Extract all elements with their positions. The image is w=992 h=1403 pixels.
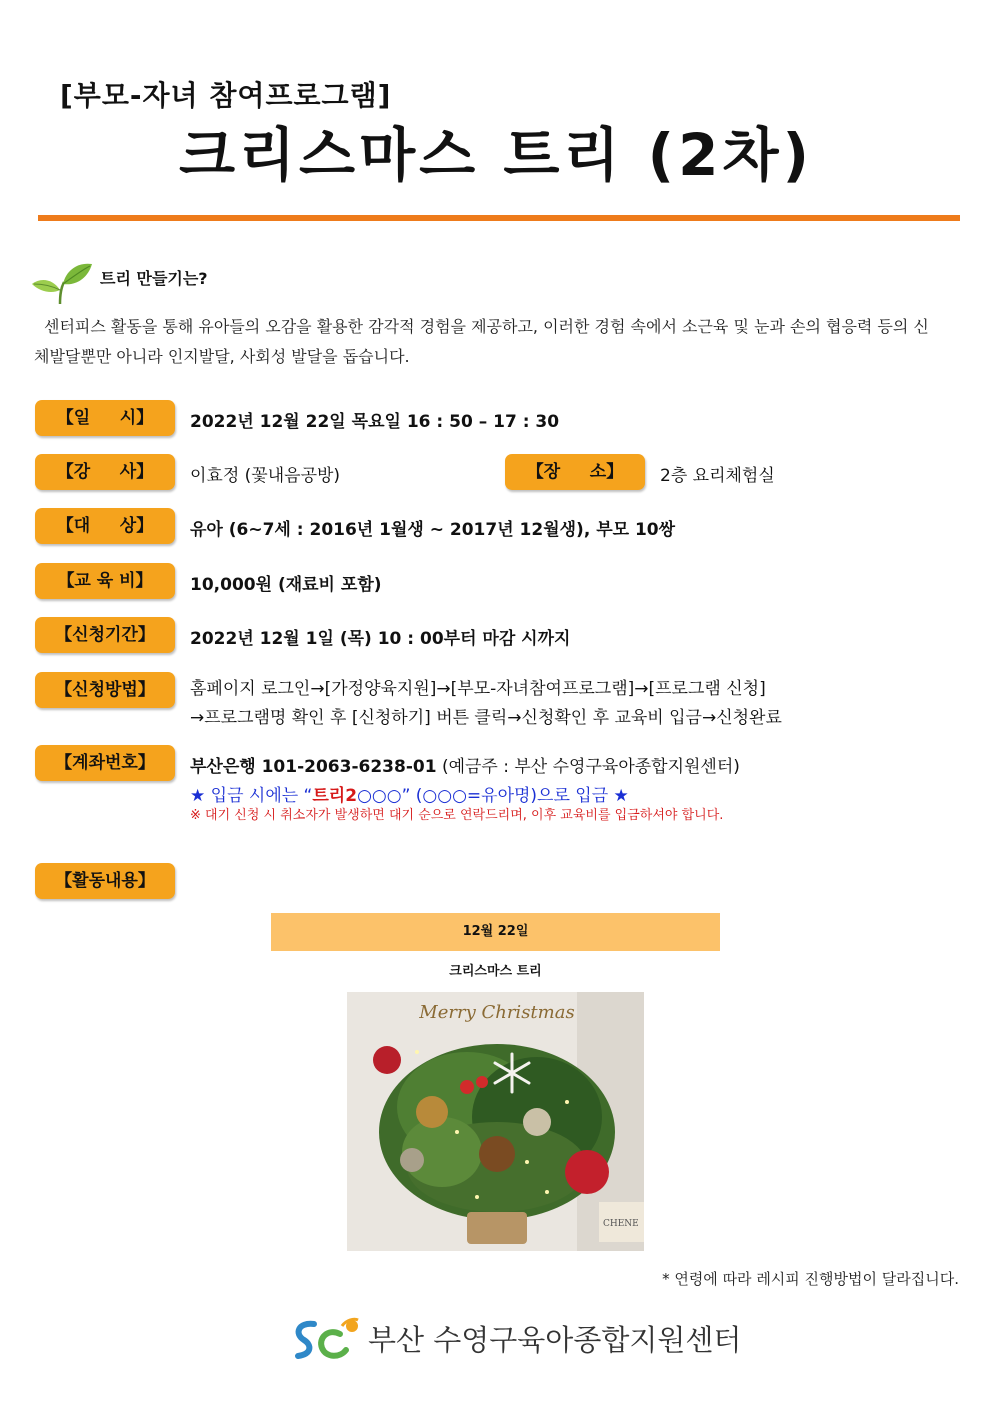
account-holder: (예금주 : 부산 수영구육아종합지원센터) [441, 757, 740, 777]
period-label: 【신청기간】 [35, 617, 175, 653]
instructor-value: 이효정 (꽃내음공방) [190, 466, 341, 486]
activity-caption: 크리스마스 트리 [449, 964, 542, 979]
deposit-instruction [190, 781, 629, 806]
place-value: 2층 요리체험실 [660, 466, 775, 486]
account-line [190, 752, 740, 777]
program-subtitle: [부모-자녀 참여프로그램] [60, 79, 392, 112]
schedule-value: 2022년 12월 22일 목요일 16 : 50 – 17 : 30 [190, 412, 560, 432]
activity-date: 12월 22일 [271, 913, 720, 951]
schedule-label: 【일 시】 [35, 400, 175, 436]
account-label: 【계좌번호】 [35, 745, 175, 781]
page-title: 크리스마스 트리 (2차) [179, 121, 813, 189]
fee-value: 10,000원 (재료비 포함) [190, 575, 382, 595]
activity-label: 【활동내용】 [35, 863, 175, 899]
waitlist-note: ※ 대기 신청 시 취소자가 발생하면 대기 순으로 연락드리며, 이후 교육비를 입금하셔야 합니다. [190, 808, 724, 823]
center-name: 부산 수영구육아종합지원센터 [368, 1323, 742, 1357]
deposit-suffix: ○○○” (○○○=유아명)으로 입금 ★ [357, 786, 629, 806]
account-bank: 부산은행 101-2063-6238-01 [190, 757, 437, 777]
intro-heading: 트리 만들기는? [100, 269, 208, 288]
method-line-2: →프로그램명 확인 후 [신청하기] 버튼 클릭→신청확인 후 교육비 입금→신청완료 [190, 708, 782, 728]
photo-card-text: CHENE [603, 1219, 639, 1229]
sprout-icon [30, 258, 94, 306]
target-value: 유아 (6~7세 : 2016년 1월생 ~ 2017년 12월생), 부모 10쌍 [190, 520, 676, 540]
photo-sign-text: Merry Christmas [419, 1002, 575, 1023]
deposit-highlight: 트리2 [312, 786, 358, 806]
method-label: 【신청방법】 [35, 672, 175, 708]
header-divider [38, 215, 960, 221]
instructor-label: 【강 사】 [35, 454, 175, 490]
target-label: 【대 상】 [35, 508, 175, 544]
place-label: 【장 소】 [505, 454, 645, 490]
deposit-prefix: ★ 입금 시에는 “ [190, 786, 313, 806]
fee-label: 【교 육 비】 [35, 563, 175, 599]
recipe-footnote: * 연령에 따라 레시피 진행방법이 달라집니다. [662, 1270, 959, 1288]
intro-text: 센터피스 활동을 통해 유아들의 오감을 활용한 감각적 경험을 제공하고, 이러한 경험 속에서 소근육 및 눈과 손의 협응력 등의 신체발달뿐만 아니라 인지발달, 사회성 발달을 돕습니다. [34, 317, 929, 366]
christmas-tree-photo [347, 992, 644, 1251]
center-logo-icon [290, 1316, 362, 1364]
method-line-1: 홈페이지 로그인→[가정양육지원]→[부모-자녀참여프로그램]→[프로그램 신청] [190, 679, 766, 699]
period-value: 2022년 12월 1일 (목) 10 : 00부터 마감 시까지 [190, 629, 571, 649]
